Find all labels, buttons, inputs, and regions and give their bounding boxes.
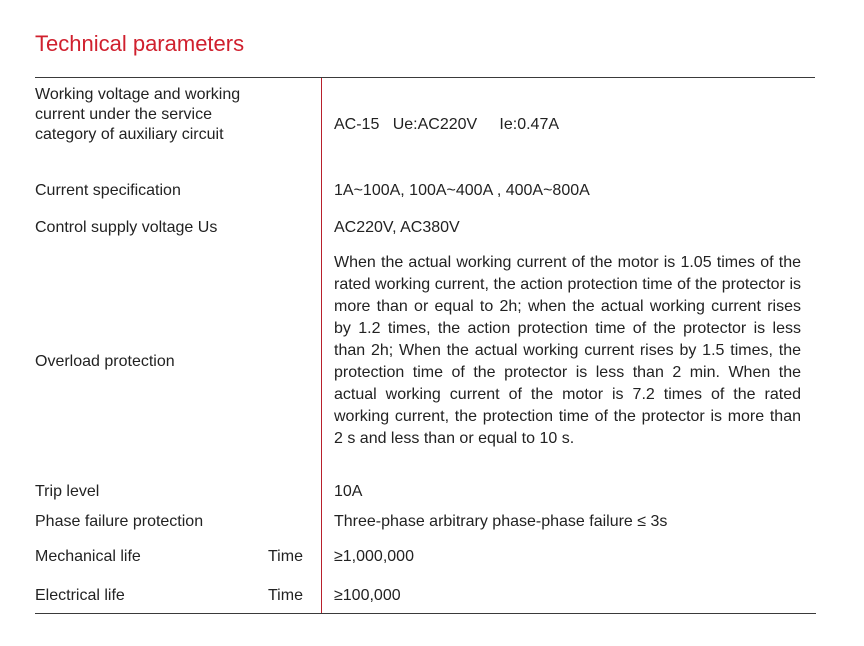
- param-unit-electrical-life: Time: [268, 587, 303, 604]
- param-value-overload-protection: When the actual working current of the motor is 1.05 times of the rated working current, the action protection time of the protector is more than or equal to 2h; when the actual working current rises by 1.2 times, the action protection time of the protector is less than 2h; When the actual working current rises by 1.5 times, the protection time of the protector is less than 2 min. When the actual working current of the motor is 7.2 times of the rated working current, the protection time of the protector is more than 2 s and less than or equal to 10 s.: [334, 254, 801, 447]
- param-label-overload-protection: Overload protection: [35, 353, 175, 370]
- param-value-auxiliary-circuit: AC-15 Ue:AC220V Ie:0.47A: [334, 116, 560, 133]
- param-value-phase-failure-protection: Three-phase arbitrary phase-phase failure ≤ 3s: [334, 513, 668, 530]
- param-value-control-supply-voltage: AC220V, AC380V: [334, 219, 460, 236]
- param-value-mechanical-life: ≥1,000,000: [334, 548, 414, 565]
- param-value-trip-level: 10A: [334, 483, 363, 500]
- param-label-electrical-life: Electrical life: [35, 587, 125, 604]
- param-unit-mechanical-life: Time: [268, 548, 303, 565]
- table-bottom-rule: [35, 613, 816, 614]
- param-value-electrical-life: ≥100,000: [334, 587, 401, 604]
- column-divider: [321, 78, 322, 613]
- page-title: Technical parameters: [35, 31, 245, 56]
- param-label-current-specification: Current specification: [35, 182, 181, 199]
- param-value-current-specification: 1A~100A, 100A~400A , 400A~800A: [334, 182, 590, 199]
- table-top-rule: [35, 77, 815, 78]
- param-label-trip-level: Trip level: [35, 483, 100, 500]
- param-label-auxiliary-circuit: Working voltage and working current under the service category of auxiliary circuit: [35, 86, 241, 143]
- param-label-phase-failure-protection: Phase failure protection: [35, 513, 204, 530]
- param-label-mechanical-life: Mechanical life: [35, 548, 141, 565]
- param-label-control-supply-voltage: Control supply voltage Us: [35, 219, 218, 236]
